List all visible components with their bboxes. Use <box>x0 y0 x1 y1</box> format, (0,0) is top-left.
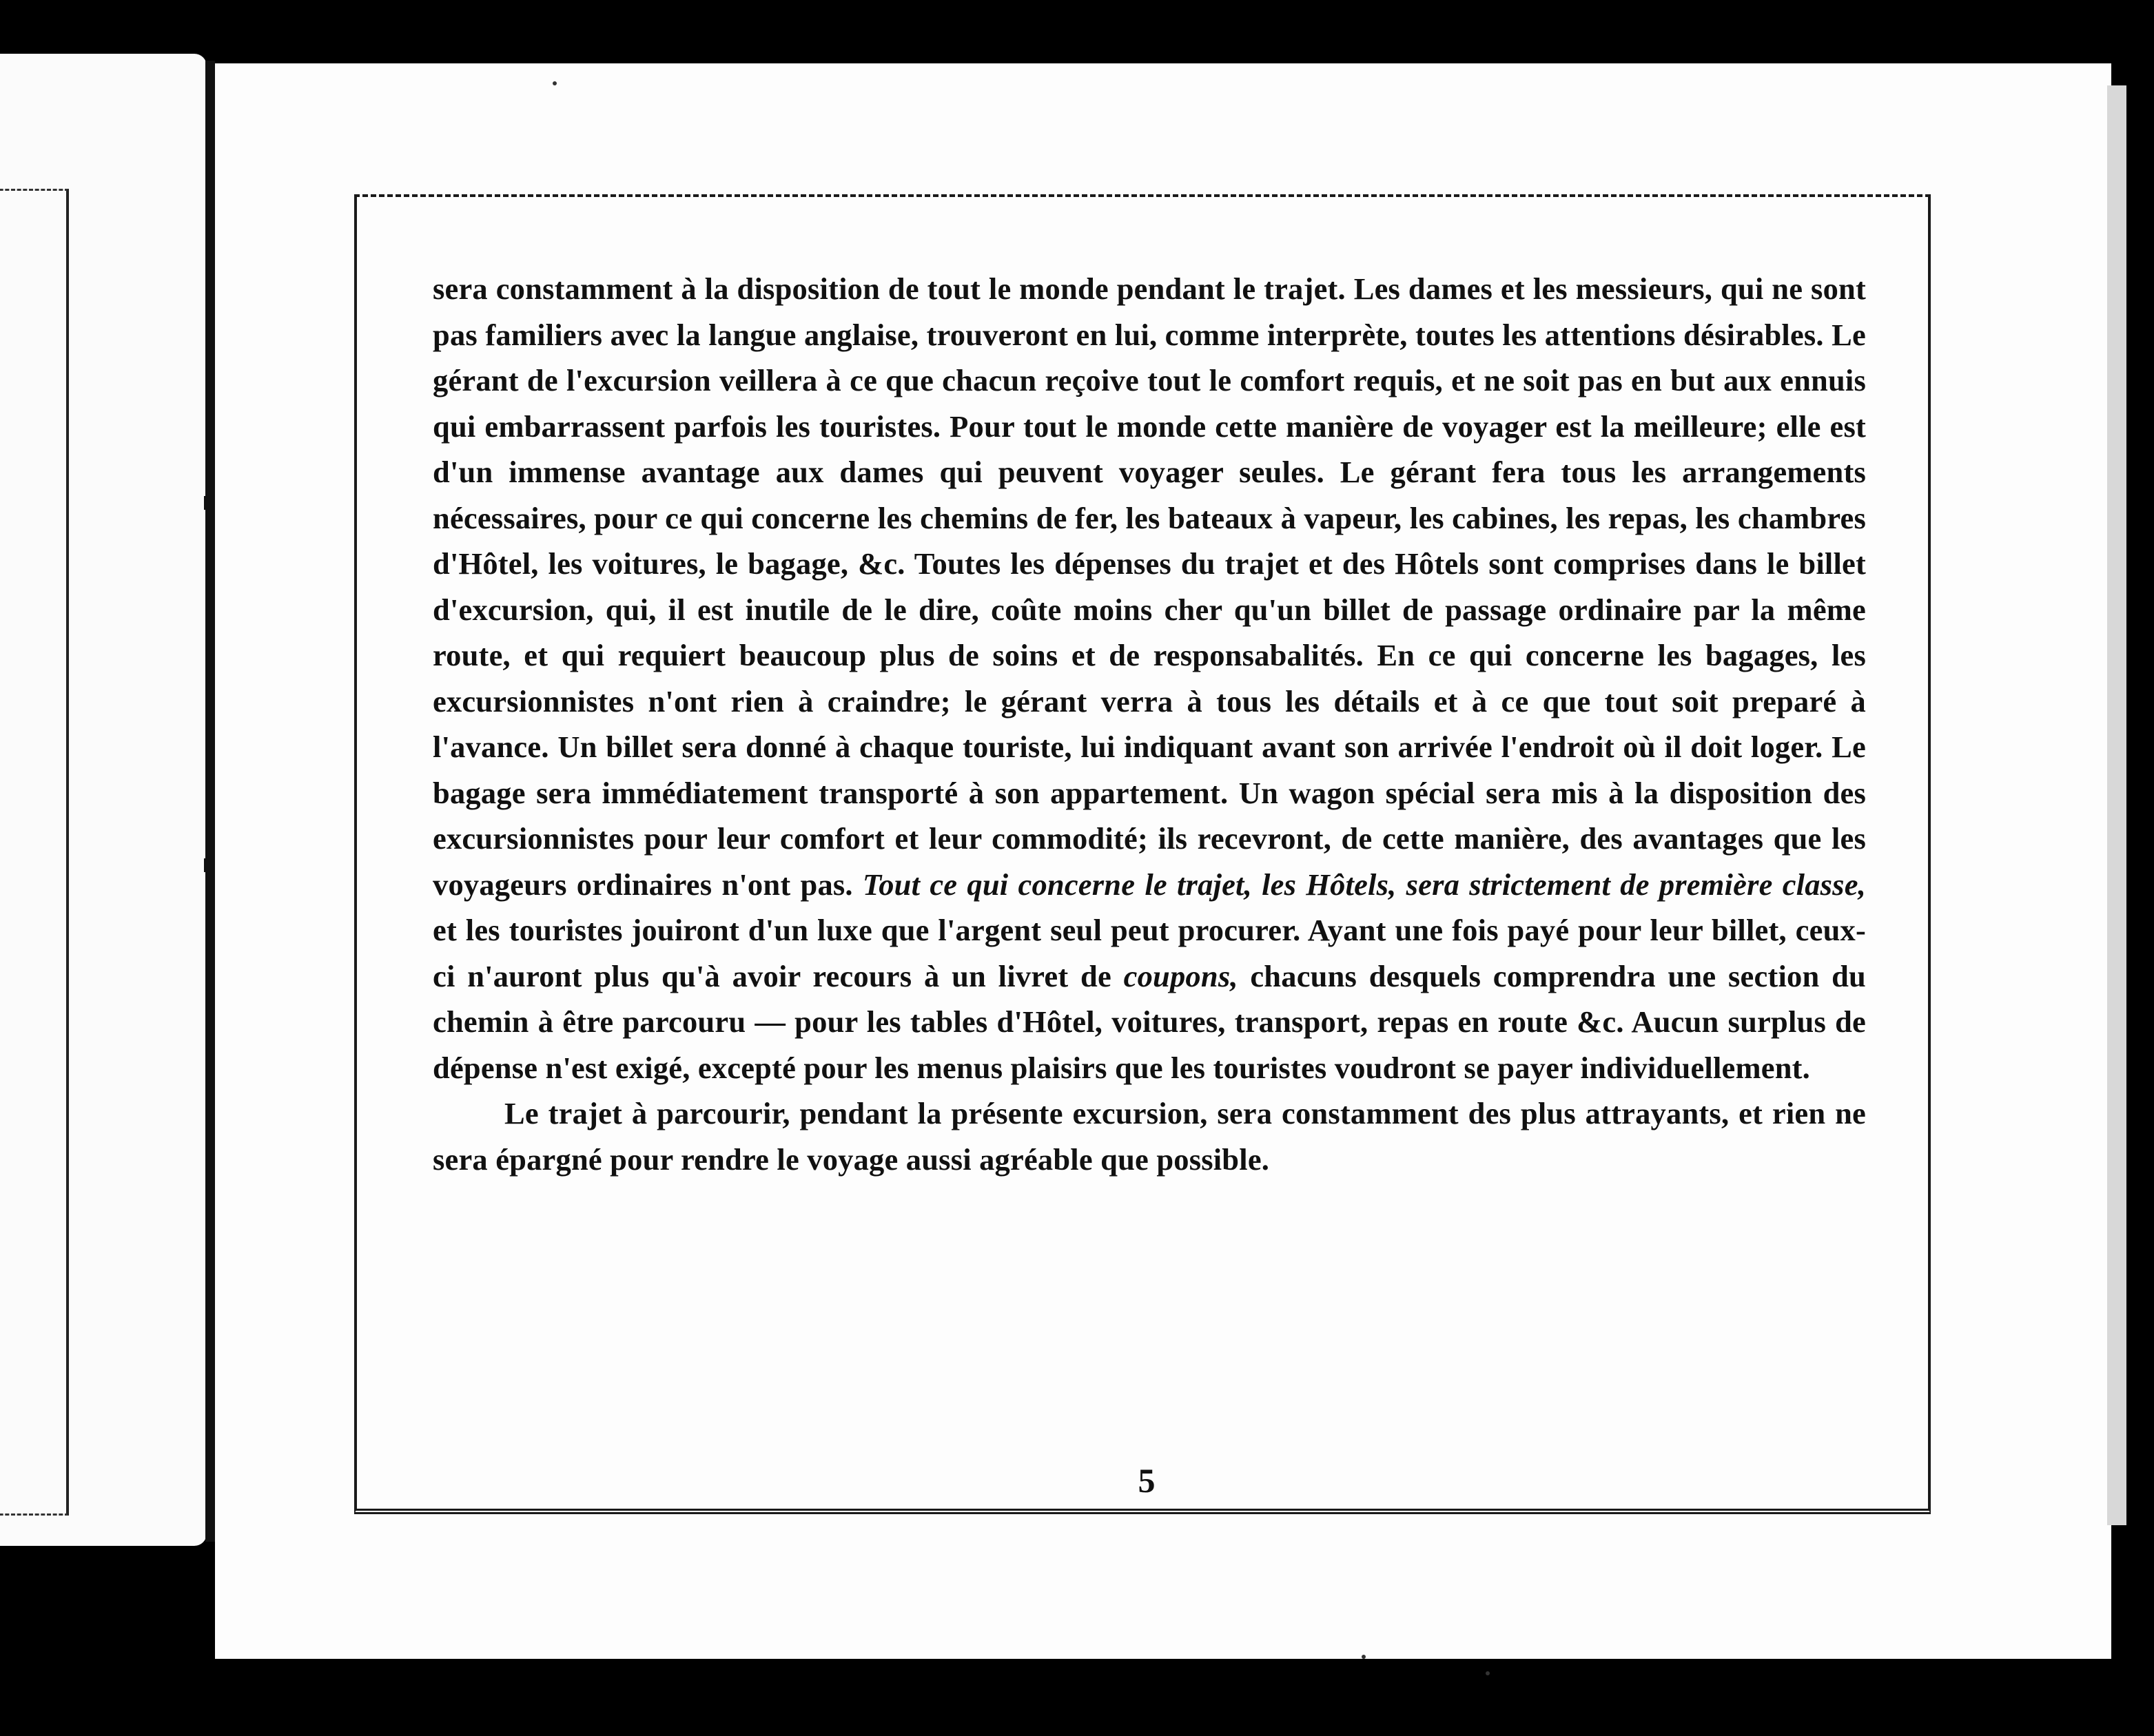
paragraph-1 <box>433 266 1866 1091</box>
paragraph-1-text-c: chacuns desquels comprendra une section du chemin à être parcouru — pour les tables d'Hôtel, voitures, transport, repas en route &c. Aucun surplus de dépense n'est exigé, excepté pour les menus plaisirs que les touristes voudront se payer individuellement. <box>433 958 1866 1085</box>
paragraph-1-italic-2: coupons, <box>1123 958 1238 993</box>
book-spine <box>205 61 215 1542</box>
page-number: 5 <box>1138 1461 1156 1500</box>
paragraph-1-text-b: et les touristes jouiront d'un luxe que l'argent seul peut procurer. Ayant une fois payé pour leur billet, ceux-ci n'auront plus qu'à avoir recours à un livret de <box>433 913 1866 993</box>
paragraph-1-text-a: sera constamment à la disposition de tout le monde pendant le trajet. Les dames et les messieurs, qui ne sont pas familiers avec la langue anglaise, trouveront en lui, comme interprète, toutes les attentions désirables. Le gérant de l'excursion veillera à ce que chacun reçoive tout le comfort requis, et ne soit pas en but aux ennuis qui embarrassent parfois les touristes. Pour tout le monde cette manière de voyager est la meilleure; elle est d'un immense avantage aux dames qui peuvent voyager seules. Le gérant fera tous les arrangements nécessaires, pour ce qui concerne les chemins de fer, les bateaux à vapeur, les cabines, les repas, les chambres d'Hôtel, les voitures, le bagage, &c. Toutes les dépenses du trajet et des Hôtels sont comprises dans le billet d'excursion, qui, il est inutile de le dire, coûte moins cher qu'un billet de passage ordinaire par la même route, et qui requiert beaucoup plus de soins et de responsabalités. En ce qui concerne les bagages, les excursionnistes n'ont rien à craindre; le gérant verra à tous les détails et à ce que tout soit preparé à l'avance. Un billet sera donné à chaque touriste, lui indiquant avant son arrivée l'endroit où il doit loger. Le bagage sera immédiatement transporté à son appartement. Un wagon spécial sera mis à la disposition des excursionnistes pour leur comfort et leur commodité; ils recevront, de cette manière, des avantages que les voyageurs ordinaires n'ont pas. <box>433 271 1866 902</box>
speck <box>1362 1655 1366 1659</box>
left-page-frame <box>0 189 69 1516</box>
paragraph-1-italic-1: Tout ce qui concerne le trajet, les Hôtels, sera strictement de première classe, <box>862 867 1866 902</box>
speck <box>553 81 557 85</box>
page-edge <box>2107 85 2126 1525</box>
spine-notch <box>204 858 215 872</box>
speck <box>1486 1671 1490 1675</box>
left-facing-page <box>0 54 207 1546</box>
page-text <box>433 266 1866 1182</box>
spine-notch <box>204 496 215 510</box>
paragraph-2: Le trajet à parcourir, pendant la présente excursion, sera constamment des plus attrayants, et rien ne sera épargné pour rendre le voyage aussi agréable que possible. <box>433 1096 1866 1177</box>
